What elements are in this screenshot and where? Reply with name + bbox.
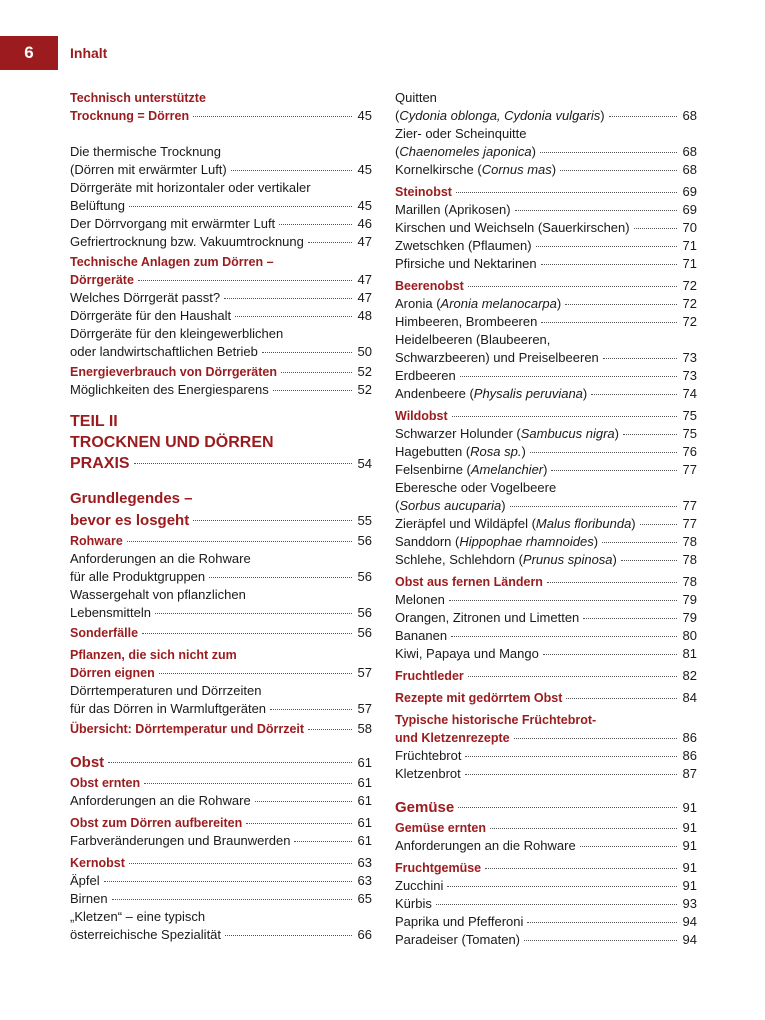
dot-leader [225, 935, 352, 936]
dot-leader [108, 762, 352, 763]
toc-entry-text: (Chaenomeles japonica) [395, 144, 536, 159]
toc-entry [70, 179, 372, 215]
dot-leader [231, 170, 352, 171]
toc-entry [395, 667, 697, 685]
toc-entry-text: „Kletzen“ – eine typisch [70, 909, 206, 924]
toc-entry-text: Kornelkirsche (Cornus mas) [395, 162, 557, 177]
toc-entry [395, 819, 697, 837]
toc-entry [70, 792, 372, 810]
toc-entry [70, 363, 372, 381]
toc-entry-text: Kletzenbrot [395, 766, 461, 781]
toc-entry-text: Der Dörrvorgang mit erwärmter Luft [70, 216, 276, 231]
toc-entry-page: 57 [357, 701, 372, 716]
toc-entry [395, 201, 697, 219]
toc-entry-text: Früchtebrot [395, 748, 462, 763]
toc-entry-text: Wildobst [395, 409, 448, 423]
toc-entry [70, 814, 372, 832]
dot-leader [603, 358, 677, 359]
toc-entry-page: 63 [357, 855, 372, 870]
dot-leader [580, 846, 677, 847]
toc-entry-text: Sonderfälle [70, 626, 139, 640]
toc-entry [70, 682, 372, 718]
dot-leader [127, 541, 352, 542]
toc-entry [395, 859, 697, 877]
dot-leader [565, 304, 677, 305]
toc-entry-text: Quitten [395, 90, 437, 105]
toc-entry-text: Bananen [395, 628, 448, 643]
toc-entry-page: 75 [682, 426, 697, 441]
dot-leader [134, 463, 352, 464]
dot-leader [547, 582, 677, 583]
dot-leader [112, 899, 352, 900]
toc-entry [395, 367, 697, 385]
dot-leader [142, 633, 352, 634]
toc-entry-text: Obst aus fernen Ländern [395, 575, 543, 589]
toc-entry-text: Energieverbrauch von Dörrgeräten [70, 365, 278, 379]
toc-entry [70, 289, 372, 307]
toc-entry-text: Farbveränderungen und Braunwerden [70, 833, 291, 848]
toc-entry-page: 57 [357, 665, 372, 680]
dot-leader [541, 264, 677, 265]
dot-leader [458, 807, 677, 808]
toc-entry-page: 72 [682, 296, 697, 311]
toc-entry [395, 255, 697, 273]
toc-entry [395, 931, 697, 949]
toc-entry-page: 80 [682, 628, 697, 643]
toc-entry [70, 143, 372, 179]
toc-entry-text: Sanddorn (Hippophae rhamnoides) [395, 534, 599, 549]
toc-entry-text: Schwarzer Holunder (Sambucus nigra) [395, 426, 620, 441]
dot-leader [514, 738, 677, 739]
toc-entry-page: 76 [682, 444, 697, 459]
toc-entry [70, 774, 372, 792]
toc-entry-page: 94 [682, 932, 697, 947]
toc-entry-text: Melonen [395, 592, 445, 607]
toc-entry-text: PRAXIS [70, 455, 130, 472]
toc-entry [70, 854, 372, 872]
toc-entry-text: Technisch unterstützte [70, 91, 206, 105]
toc-entry-text: Felsenbirne (Amelanchier) [395, 462, 548, 477]
toc-entry-text: Dörrtemperaturen und Dörrzeiten [70, 683, 262, 698]
dot-leader [270, 709, 352, 710]
toc-entry [395, 877, 697, 895]
dot-leader [193, 116, 352, 117]
toc-entry-text: Die thermische Trocknung [70, 144, 222, 159]
toc-entry [395, 331, 697, 367]
dot-leader [281, 372, 352, 373]
toc-entry-text: Lebensmitteln [70, 605, 151, 620]
toc-entry-page: 54 [357, 456, 372, 471]
toc-entry-page: 50 [357, 344, 372, 359]
toc-entry-page: 73 [682, 350, 697, 365]
toc-entry-text: TROCKNEN UND DÖRREN [70, 434, 274, 451]
toc-entry-text: Marillen (Aprikosen) [395, 202, 511, 217]
toc-entry-text: Grundlegendes – [70, 490, 193, 507]
dot-leader [591, 394, 677, 395]
dot-leader [456, 192, 677, 193]
dot-leader [560, 170, 677, 171]
toc-entry-text: Schwarzbeeren) und Preiselbeeren [395, 350, 599, 365]
toc-entry-text: Obst zum Dörren aufbereiten [70, 816, 243, 830]
dot-leader [255, 801, 352, 802]
toc-entry-page: 48 [357, 308, 372, 323]
toc-entry [70, 381, 372, 399]
toc-entry [395, 183, 697, 201]
toc-entry [70, 832, 372, 850]
toc-entry-text: Fruchtgemüse [395, 861, 482, 875]
toc-entry [395, 747, 697, 765]
toc-entry [395, 533, 697, 551]
dot-leader [551, 470, 677, 471]
toc-entry-page: 45 [357, 108, 372, 123]
toc-column-left [70, 89, 372, 944]
dot-leader [452, 416, 677, 417]
dot-leader [524, 940, 677, 941]
dot-leader [193, 520, 352, 521]
dot-leader [540, 152, 677, 153]
toc-entry-text: Obst ernten [70, 776, 141, 790]
toc-entry [395, 89, 697, 125]
toc-entry-page: 61 [357, 815, 372, 830]
toc-entry-text: Steinobst [395, 185, 452, 199]
toc-entry [70, 908, 372, 944]
toc-entry-text: Obst [70, 754, 105, 771]
toc-entry [70, 253, 372, 289]
toc-entry [395, 627, 697, 645]
dot-leader [209, 577, 352, 578]
toc-entry-text: Zieräpfel und Wildäpfel (Malus floribunda) [395, 516, 636, 531]
dot-leader [262, 352, 352, 353]
toc-entry [70, 89, 372, 125]
toc-entry [395, 645, 697, 663]
toc-entry-page: 56 [357, 625, 372, 640]
dot-leader [246, 823, 352, 824]
toc-entry-text: Erdbeeren [395, 368, 456, 383]
toc-entry-text: (Sorbus aucuparia) [395, 498, 506, 513]
toc-entry-text: Zucchini [395, 878, 444, 893]
toc-entry-page: 71 [682, 256, 697, 271]
toc-entry [70, 890, 372, 908]
toc-entry-page: 71 [682, 238, 697, 253]
toc-entry-text: Welches Dörrgerät passt? [70, 290, 221, 305]
toc-entry-text: Kiwi, Papaya und Mango [395, 646, 539, 661]
toc-entry-page: 52 [357, 382, 372, 397]
toc-entry-page: 55 [357, 513, 372, 528]
dot-leader [490, 828, 677, 829]
toc-entry-page: 81 [682, 646, 697, 661]
dot-leader [294, 841, 352, 842]
dot-leader [308, 242, 352, 243]
toc-entry-page: 91 [682, 820, 697, 835]
toc-entry-text: Pflanzen, die sich nicht zum [70, 648, 237, 662]
dot-leader [485, 868, 677, 869]
toc-entry-page: 79 [682, 592, 697, 607]
toc-entry-page: 47 [357, 272, 372, 287]
dot-leader [447, 886, 677, 887]
dot-leader [468, 676, 677, 677]
toc-entry-page: 52 [357, 364, 372, 379]
toc-entry-text: Trocknung = Dörren [70, 109, 190, 123]
dot-leader [465, 774, 677, 775]
toc-entry-page: 86 [682, 748, 697, 763]
toc-entry-text: Dörrgeräte [70, 273, 134, 287]
dot-leader [138, 280, 352, 281]
toc-entry [70, 586, 372, 622]
toc-entry-text: Himbeeren, Brombeeren [395, 314, 538, 329]
toc-entry-text: Paprika und Pfefferoni [395, 914, 524, 929]
toc-entry-page: 78 [682, 574, 697, 589]
dot-leader [144, 783, 352, 784]
toc-entry-page: 56 [357, 569, 372, 584]
dot-leader [541, 322, 677, 323]
toc-entry-text: Birnen [70, 891, 108, 906]
toc-entry-text: für alle Produktgruppen [70, 569, 206, 584]
toc-entry-page: 61 [357, 833, 372, 848]
toc-entry-page: 56 [357, 605, 372, 620]
toc-entry-text: Wassergehalt von pflanzlichen [70, 587, 246, 602]
dot-leader [129, 206, 352, 207]
toc-entry-page: 70 [682, 220, 697, 235]
toc-entry [70, 624, 372, 642]
page-title: Inhalt [70, 45, 108, 61]
toc-entry [395, 219, 697, 237]
toc-entry-page: 78 [682, 552, 697, 567]
dot-leader [634, 228, 677, 229]
toc-entry-text: Anforderungen an die Rohware [70, 793, 251, 808]
toc-entry-text: Übersicht: Dörrtemperatur und Dörrzeit [70, 722, 305, 736]
toc-entry-text: Anforderungen an die Rohware [70, 551, 251, 566]
toc-entry-page: 91 [682, 860, 697, 875]
toc-entry-text: TEIL II [70, 413, 118, 430]
dot-leader [460, 376, 677, 377]
dot-leader [451, 636, 677, 637]
dot-leader [465, 756, 677, 757]
page-number: 6 [0, 36, 58, 70]
toc-entry [395, 295, 697, 313]
toc-entry-text: Dörren eignen [70, 666, 155, 680]
toc-entry [70, 752, 372, 774]
dot-leader [279, 224, 352, 225]
toc-entry-text: Pfirsiche und Nektarinen [395, 256, 537, 271]
toc-entry [395, 551, 697, 569]
toc-entry-text: Schlehe, Schlehdorn (Prunus spinosa) [395, 552, 617, 567]
toc-entry-page: 86 [682, 730, 697, 745]
toc-entry-text: Dörrgeräte für den kleingewerblichen [70, 326, 284, 341]
dot-leader [308, 729, 352, 730]
toc-entry-page: 91 [682, 838, 697, 853]
toc-entry-text: Möglichkeiten des Energiesparens [70, 382, 269, 397]
toc-entry-text: Hagebutten (Rosa sp.) [395, 444, 526, 459]
dot-leader [640, 524, 677, 525]
toc-entry-text: und Kletzenrezepte [395, 731, 510, 745]
toc-entry-text: Dörrgeräte für den Haushalt [70, 308, 232, 323]
toc-entry-text: Zwetschken (Pflaumen) [395, 238, 532, 253]
dot-leader [273, 390, 352, 391]
toc-entry [395, 711, 697, 747]
toc-entry-page: 82 [682, 668, 697, 683]
dot-leader [543, 654, 677, 655]
toc-entry-page: 91 [682, 878, 697, 893]
toc-entry-page: 47 [357, 290, 372, 305]
dot-leader [530, 452, 677, 453]
toc-entry-page: 77 [682, 462, 697, 477]
toc-entry-page: 77 [682, 516, 697, 531]
toc-entry [395, 913, 697, 931]
toc-entry [70, 411, 372, 474]
toc-entry [70, 215, 372, 233]
dot-leader [155, 613, 352, 614]
toc-entry-page: 58 [357, 721, 372, 736]
toc-entry-page: 75 [682, 408, 697, 423]
toc-entry [395, 443, 697, 461]
dot-leader [621, 560, 677, 561]
toc-column-right [395, 89, 697, 949]
toc-entry-text: Kernobst [70, 856, 125, 870]
toc-entry-text: Aronia (Aronia melanocarpa) [395, 296, 562, 311]
toc-entry-page: 45 [357, 198, 372, 213]
dot-leader [602, 542, 677, 543]
toc-entry-page: 73 [682, 368, 697, 383]
toc-entry-text: Andenbeere (Physalis peruviana) [395, 386, 588, 401]
dot-leader [449, 600, 677, 601]
toc-entry [395, 277, 697, 295]
toc-entry-text: österreichische Spezialität [70, 927, 222, 942]
toc-entry-page: 87 [682, 766, 697, 781]
toc-entry-page: 77 [682, 498, 697, 513]
dot-leader [609, 116, 677, 117]
toc-entry-page: 61 [357, 755, 372, 770]
toc-entry-page: 72 [682, 278, 697, 293]
toc-entry-text: Äpfel [70, 873, 100, 888]
toc-entry-text: Dörrgeräte mit horizontaler oder vertikaler [70, 180, 311, 195]
toc-entry-text: Anforderungen an die Rohware [395, 838, 576, 853]
dot-leader [468, 286, 677, 287]
toc-entry [395, 461, 697, 479]
toc-entry-text: Eberesche oder Vogelbeere [395, 480, 557, 495]
dot-leader [527, 922, 677, 923]
toc-entry-page: 68 [682, 144, 697, 159]
toc-entry-page: 66 [357, 927, 372, 942]
toc-entry-page: 68 [682, 162, 697, 177]
toc-entry-text: bevor es losgeht [70, 512, 190, 529]
toc-entry [395, 125, 697, 161]
dot-leader [536, 246, 677, 247]
dot-leader [515, 210, 677, 211]
toc-entry [395, 515, 697, 533]
toc-entry-page: 46 [357, 216, 372, 231]
toc-entry [395, 385, 697, 403]
dot-leader [566, 698, 677, 699]
toc-entry [395, 689, 697, 707]
page-header [0, 36, 765, 70]
toc-entry-page: 78 [682, 534, 697, 549]
toc-entry [70, 532, 372, 550]
toc-entry-page: 72 [682, 314, 697, 329]
toc-entry-text: Fruchtleder [395, 669, 464, 683]
toc-entry-text: Gemüse [395, 799, 455, 816]
toc-entry [70, 646, 372, 682]
dot-leader [129, 863, 352, 864]
toc-entry-text: Belüftung [70, 198, 125, 213]
toc-entry-page: 68 [682, 108, 697, 123]
toc-entry [70, 325, 372, 361]
toc-entry [395, 161, 697, 179]
toc-entry-text: Heidelbeeren (Blaubeeren, [395, 332, 551, 347]
dot-leader [436, 904, 677, 905]
toc-entry-page: 63 [357, 873, 372, 888]
toc-entry [395, 425, 697, 443]
toc-entry-text: Gefriertrocknung bzw. Vakuumtrocknung [70, 234, 304, 249]
toc-entry-page: 61 [357, 775, 372, 790]
toc-entry [395, 797, 697, 819]
dot-leader [583, 618, 677, 619]
toc-entry-page: 94 [682, 914, 697, 929]
toc-entry [70, 307, 372, 325]
toc-entry-page: 74 [682, 386, 697, 401]
toc-entry-text: Rohware [70, 534, 123, 548]
toc-entry-text: Orangen, Zitronen und Limetten [395, 610, 580, 625]
toc-entry [395, 591, 697, 609]
dot-leader [510, 506, 677, 507]
toc-entry-page: 47 [357, 234, 372, 249]
toc-entry-text: oder landwirtschaftlichen Betrieb [70, 344, 258, 359]
toc-entry-page: 45 [357, 162, 372, 177]
toc-entry-text: Rezepte mit gedörrtem Obst [395, 691, 563, 705]
toc-entry-text: (Cydonia oblonga, Cydonia vulgaris) [395, 108, 605, 123]
dot-leader [104, 881, 352, 882]
toc-entry [395, 313, 697, 331]
toc-entry-text: Typische historische Früchtebrot- [395, 713, 597, 727]
toc-entry-page: 84 [682, 690, 697, 705]
toc-entry [395, 573, 697, 591]
dot-leader [159, 673, 352, 674]
toc-entry-text: Beerenobst [395, 279, 464, 293]
toc-entry-text: Paradeiser (Tomaten) [395, 932, 520, 947]
toc-entry-page: 65 [357, 891, 372, 906]
toc-entry-text: Gemüse ernten [395, 821, 487, 835]
toc-entry [395, 609, 697, 627]
dot-leader [235, 316, 352, 317]
toc-entry [70, 720, 372, 738]
toc-entry-text: (Dörren mit erwärmter Luft) [70, 162, 227, 177]
toc-entry-page: 91 [682, 800, 697, 815]
dot-leader [224, 298, 352, 299]
toc-entry-text: Kürbis [395, 896, 432, 911]
toc-entry-page: 93 [682, 896, 697, 911]
toc-entry-page: 61 [357, 793, 372, 808]
toc-entry [395, 479, 697, 515]
toc-entry [70, 488, 372, 532]
toc-entry-page: 69 [682, 202, 697, 217]
toc-entry [70, 233, 372, 251]
dot-leader [623, 434, 677, 435]
toc-entry [70, 550, 372, 586]
toc-entry [395, 765, 697, 783]
toc-entry [395, 237, 697, 255]
toc-entry [395, 895, 697, 913]
toc-entry-text: Zier- oder Scheinquitte [395, 126, 527, 141]
toc-entry [395, 837, 697, 855]
toc-entry-page: 79 [682, 610, 697, 625]
toc-entry-page: 56 [357, 533, 372, 548]
toc-entry-text: für das Dörren in Warmluftgeräten [70, 701, 267, 716]
toc-entry-text: Technische Anlagen zum Dörren – [70, 255, 274, 269]
toc-entry [70, 872, 372, 890]
toc-entry [395, 407, 697, 425]
toc-entry-page: 69 [682, 184, 697, 199]
toc-entry-text: Kirschen und Weichseln (Sauerkirschen) [395, 220, 630, 235]
